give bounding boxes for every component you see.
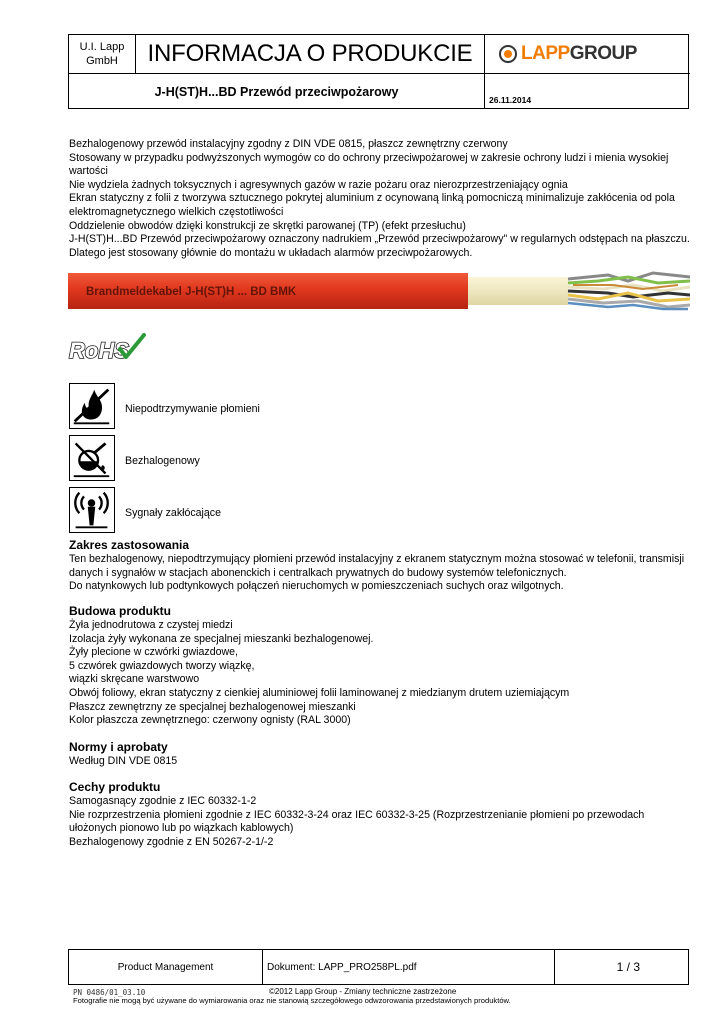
section-line: Nie rozprzestrzenia płomieni zgodnie z IEC 60332-3-24 oraz IEC 60332-3-25 (Rozprzestrzenianie płomieni po przewodach ułożonych pionowo lub po wiązkach kablowych) [69,808,645,835]
cable-image [68,271,690,311]
feature-label: Bezhalogenowy [125,455,200,467]
logo-group-text: GROUP [569,43,637,64]
page-title: INFORMACJA O PRODUKCIE [136,35,485,74]
section-line: 5 czwórek gwiazdowych tworzy wiązkę, [69,659,255,672]
feature-halogen-free [69,435,469,481]
section-line: wiązki skręcane warstwowo [69,673,200,686]
section-standards [69,740,694,769]
intro-line: Ekran statyczny z folii z tworzywa sztucznego pokrytej aluminium z ocynowaną linką pomocniczą minimalizuje zakłócenia od pola elektromagnetycznego wielkich częstotliwości [69,192,675,218]
section-heading: Normy i aprobaty [69,740,168,754]
product-subtitle: J-H(ST)H...BD Przewód przeciwpożarowy [69,74,485,109]
header-table [68,34,689,109]
rohs-label: RoHS [69,338,129,363]
section-construction [69,604,694,728]
company-name [69,35,136,74]
feature-interference-signal [69,487,469,533]
section-line: Płaszcz zewnętrzny ze specjalnej bezhalogenowej mieszanki [69,700,356,713]
section-line: Żyła jednodrutowa z czystej miedzi [69,619,233,631]
section-heading: Cechy produktu [69,780,161,794]
intro-description [69,138,694,260]
intro-line: Nie wydziela żadnych toksycznych i agresywnych gazów w razie pożaru oraz nierozprzestrzeniający ognia [69,178,568,191]
company-line-1: U.I. Lapp [79,41,125,53]
logo-lapp-text: LAPP [521,43,570,64]
section-line: Ten bezhalogenowy, niepodtrzymujący płomieni przewód instalacyjny z ekranem statycznym można stosować w telefonii, transmisji danych i sygnałów w stacjach abonenckich i centralkach prywatnych do budowy systemów telefonicznych. [69,553,685,579]
feature-label: Sygnały zakłócające [125,507,221,519]
intro-line: Stosowany w przypadku podwyższonych wymogów co do ochrony przeciwpożarowej w zakresie ochrony ludzi i mienia wysokiej wartości [69,151,669,178]
section-features [69,780,694,849]
footer-document-name: Dokument: LAPP_PRO258PL.pdf [263,950,555,984]
cable-print-text: Brandmeldekabel J-H(ST)H ... BD BMK [86,286,297,298]
cable-inner-sheath [468,277,568,305]
document-date: 26.11.2014 [489,95,532,105]
section-application [69,538,694,594]
lapp-logo-icon [499,45,517,63]
intro-line: Oddzielenie obwodów dzięki konstrukcji ze skrętki parowanej (TP) (efekt przesłuchu) [69,219,466,232]
section-line: Bezhalogenowy zgodnie z EN 50267-2-1/-2 [69,835,274,848]
interference-signal-icon [69,487,115,533]
footer-copyright: ©2012 Lapp Group - Zmiany techniczne zastrzeżone [269,987,457,996]
section-line: Kolor płaszcza zewnętrznego: czerwony ognisty (RAL 3000) [69,714,351,727]
lapp-group-logo [485,35,690,74]
section-line: Obwój foliowy, ekran statyczny z cienkiej aluminiowej folii laminowanej z miedzianym drutem uziemiającym [69,686,570,699]
section-line: Żyły plecione w czwórki gwiazdowe, [69,646,238,659]
cable-wires [568,273,690,309]
section-line: Samogasnący zgodnie z IEC 60332-1-2 [69,795,257,807]
footer-pn: PN 0486/01_03.10 [73,988,146,997]
section-heading: Budowa produktu [69,604,171,618]
company-line-2: GmbH [86,55,118,67]
section-line: Izolacja żyły wykonana ze specjalnej mieszanki bezhalogenowej. [69,632,374,645]
footer-department: Product Management [69,950,263,984]
intro-line: Bezhalogenowy przewód instalacyjny zgodny z DIN VDE 0815, płaszcz zewnętrzny czerwony [69,138,508,150]
section-heading: Zakres zastosowania [69,538,190,552]
footer-table [68,949,689,985]
footer-disclaimer: Fotografie nie mogą być używane do wymiarowania oraz nie stanowią szczegółowego odwzorowania przedstawionych produktów. [73,996,511,1005]
footer-page-number: 1 / 3 [616,960,640,974]
intro-line: J-H(ST)H...BD Przewód przeciwpożarowy oznaczony nadrukiem „Przewód przeciwpożarowy" w regularnych odstępach na płaszczu. Dlatego jest stosowany głównie do montażu w układach alarmów przeciwpożarowych. [69,233,690,259]
section-line: Do natynkowych lub podtynkowych połączeń nieruchomych w pomieszczeniach suchych oraz wilgotnych. [69,580,564,593]
halogen-free-icon [69,435,115,481]
feature-label: Niepodtrzymywanie płomieni [125,403,260,415]
section-line: Według DIN VDE 0815 [69,755,178,767]
rohs-icon [68,333,148,365]
feature-flame-retardant [69,383,469,429]
flame-retardant-icon [69,383,115,429]
